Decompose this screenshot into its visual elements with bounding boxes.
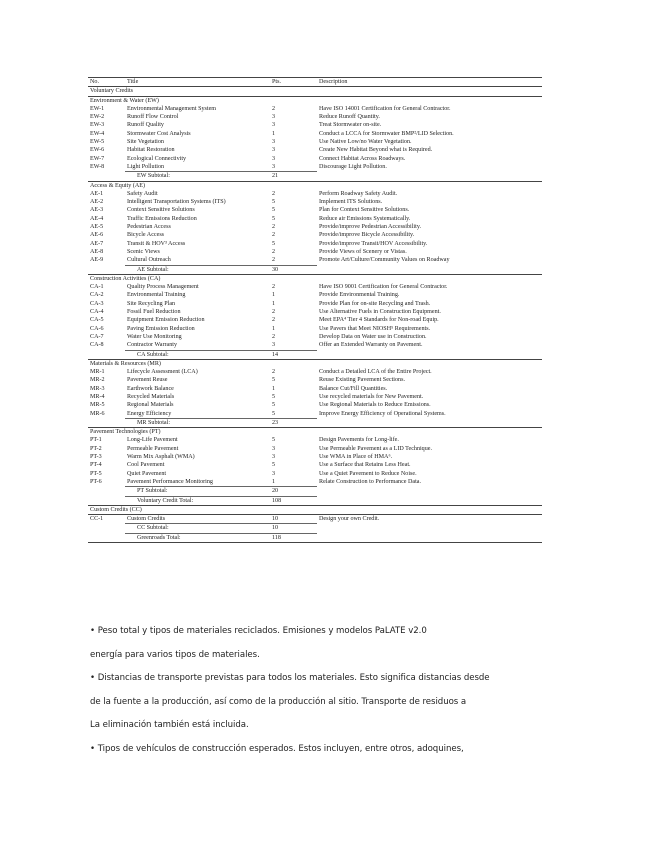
credit-points: 2 [272,224,276,231]
credit-points: 2 [272,190,276,197]
subtotal-value: 20 [270,487,317,496]
spacer [88,350,125,359]
table-row [88,240,542,248]
credit-number: CA-5 [90,317,104,324]
credit-description: Use WMA in Place of HMA⁶. [319,454,393,461]
credit-description: Meet EPA⁴ Tier 4 Standards for Non-road Equip. [319,317,439,324]
table-row [88,385,542,393]
voluntary-total-label: Voluntary Credit Total: [125,496,270,505]
credit-points: 1 [272,385,276,392]
credit-description: Use a Surface that Retains Less Heat. [319,462,411,469]
credit-number: PT-2 [90,445,102,452]
credit-points: 2 [272,317,276,324]
credit-title: Light Pollution [127,163,165,170]
table-row [88,368,542,376]
credit-number: CA-8 [90,342,104,349]
credit-points: 3 [272,342,276,349]
credit-description: Design your own Credit. [317,515,542,524]
credit-description: Provide Plan for on-site Recycling and Trash. [319,300,431,307]
credit-number: CA-7 [90,333,104,340]
subtotal-label: MR Subtotal: [125,418,270,427]
voluntary-total-value: 108 [270,496,317,505]
section-header-row [88,274,542,283]
credit-title: Equipment Emission Reduction [127,317,205,324]
subtotal-value: 10 [270,524,317,533]
credit-title: Context Sensitive Solutions [127,207,195,214]
table-row [88,146,542,154]
spacer [317,533,542,542]
credit-points: 1 [272,292,276,299]
spacer [88,418,125,427]
credit-number: MR-6 [90,410,105,417]
credit-number: MR-1 [90,369,105,376]
credit-title: Pavement Performance Monitoring [127,478,213,485]
subtotal-row [88,524,542,533]
credit-points: 2 [272,257,276,264]
credit-description: Have ISO 9001 Certification for General Contractor. [319,284,448,291]
credit-points: 3 [272,445,276,452]
spacer [317,172,542,181]
credit-points: 5 [272,462,276,469]
credit-description: Balance Cut/Fill Quantities. [319,385,388,392]
credit-number: AE-6 [90,232,104,239]
credit-number: AE-1 [90,190,104,197]
credit-description: Use Native Low/no Water Vegetation. [319,139,412,146]
credit-title: Runoff Flow Control [127,114,179,121]
credit-description: Relate Construction to Performance Data. [319,478,422,485]
credit-title: Pavement Reuse [127,377,168,384]
credit-number: EW-8 [90,163,105,170]
credit-description: Provide Environmental Training. [319,292,400,299]
credit-title: Paving Emission Reduction [127,325,195,332]
table-row [88,316,542,324]
section-title: Custom Credits (CC) [88,505,542,514]
credit-description: Plan for Context Sensitive Solutions. [319,207,410,214]
spacer [88,172,125,181]
credit-points: 2 [272,105,276,112]
credit-number: MR-5 [90,402,105,409]
credit-description: Create New Habitat Beyond what is Required. [319,147,433,154]
credit-description: Discourage Light Pollution. [319,163,387,170]
spacer [88,533,125,542]
credit-number: AE-4 [90,215,104,222]
credit-points: 1 [272,130,276,137]
credit-number: EW-3 [90,122,105,129]
table-row [88,325,542,333]
credit-number: EW-2 [90,114,105,121]
credit-description: Reduce air Emissions Systematically. [319,215,411,222]
credit-title: Pedestrian Access [127,224,171,231]
paragraph-line: • Peso total y tipos de materiales reciclados. Emisiones y modelos PaLATE v2.0 [90,626,427,636]
subtotal-row [88,172,542,181]
table-row [88,256,542,265]
credit-title: Safety Audit [127,190,158,197]
credit-title: Scenic Views [127,248,160,255]
credit-description: Use Regional Materials to Reduce Emissions. [319,402,431,409]
credit-points: 3 [272,470,276,477]
credit-points: 2 [272,284,276,291]
credit-points: 3 [272,163,276,170]
credit-description: Develop Data on Water use in Construction. [319,333,427,340]
credit-number: CA-6 [90,325,104,332]
credit-number: CA-2 [90,292,104,299]
credit-number: MR-2 [90,377,105,384]
credit-description: Use recycled materials for New Pavement. [319,393,424,400]
table-row [88,410,542,419]
section-title: Materials & Resources (MR) [88,359,542,368]
credit-title: Contractor Warranty [127,342,177,349]
credit-points: 10 [270,515,317,524]
credit-points: 1 [272,325,276,332]
credit-number: AE-9 [90,257,104,264]
credit-points: 2 [272,232,276,239]
paragraph-line: energía para varios tipos de materiales. [90,649,260,660]
section-header-row [88,181,542,190]
subtotal-row [88,487,542,496]
credit-title: Custom Credits [125,515,270,524]
credit-number: PT-5 [90,470,102,477]
credit-points: 1 [272,478,276,485]
credit-title: Stormwater Cost Analysis [127,130,191,137]
credit-number: EW-5 [90,139,105,146]
credit-title: Long-Life Pavement [127,437,178,444]
credit-title: Water Use Monitoring [127,333,182,340]
credit-number: PT-4 [90,462,102,469]
spacer [88,496,125,505]
header-no: No. [88,78,125,87]
table-row [88,215,542,223]
table-row [88,453,542,461]
subtotal-label: EW Subtotal: [125,172,270,181]
credit-number: AE-8 [90,248,104,255]
paragraph-line: La eliminación también está incluida. [90,720,249,730]
table-row [88,308,542,316]
table-row [88,248,542,256]
credit-points: 3 [272,114,276,121]
credit-title: Cool Pavement [127,462,165,469]
credit-points: 2 [272,248,276,255]
section-title: Environment & Water (EW) [88,96,542,105]
credit-description: Reduce Runoff Quantity. [319,114,380,121]
table-row [88,376,542,384]
spacer [317,487,542,496]
credit-title: Recycled Materials [127,393,175,400]
subtotal-row [88,418,542,427]
table-row [88,333,542,341]
credit-title: Environmental Management System [127,105,217,112]
table-row [88,113,542,121]
credit-description: Implement ITS Solutions. [319,199,383,206]
credit-description: Improve Energy Efficiency of Operational Systems. [319,410,446,417]
credit-points: 5 [272,437,276,444]
table-row [88,138,542,146]
greenroads-credits-table [88,77,542,543]
credit-title: Earthwork Balance [127,385,174,392]
credit-description: Offer an Extended Warranty on Pavement. [319,342,423,349]
credit-number: PT-3 [90,454,102,461]
credit-number: MR-3 [90,385,105,392]
credit-points: 5 [272,240,276,247]
credit-title: Runoff Quality [127,122,164,129]
credit-description: Provide/improve Bicycle Accessibility. [319,232,415,239]
header-description: Description [317,78,542,87]
credit-title: Cultural Outreach [127,257,171,264]
credit-title: Ecological Connectivity [127,155,187,162]
table-row [88,341,542,350]
table-row [88,163,542,172]
credit-points: 2 [272,369,276,376]
credit-points: 5 [272,402,276,409]
spacer [88,524,125,533]
credit-description: Have ISO 14001 Certification for General Contractor. [319,105,451,112]
credit-description: Perform Roadway Safety Audit. [319,190,398,197]
subtotal-value: 21 [270,172,317,181]
credit-title: Warm Mix Asphalt (WMA) [127,454,195,461]
subtotal-label: PT Subtotal: [125,487,270,496]
credit-description: Conduct a LCCA for Stormwater BMP²/LID Selection. [319,130,454,137]
credit-points: 1 [272,300,276,307]
table-body [88,87,542,543]
spacer [88,487,125,496]
table-row [88,206,542,214]
table-row [88,190,542,198]
credit-title: Permeable Pavement [127,445,179,452]
credit-description: Reuse Existing Pavement Sections. [319,377,405,384]
table-row [88,198,542,206]
table-row [88,283,542,291]
credit-title: Environmental Training [127,292,186,299]
credit-number: CA-4 [90,309,104,316]
subtotal-value: 30 [270,265,317,274]
credit-points: 2 [272,333,276,340]
credit-number: CA-3 [90,300,104,307]
subtotal-value: 14 [270,350,317,359]
subtotal-label: CA Subtotal: [125,350,270,359]
credit-number: AE-2 [90,199,104,206]
spacer [317,350,542,359]
credit-description: Promote Art/Culture/Community Values on Roadway [319,257,450,264]
credit-title: Energy Efficiency [127,410,172,417]
section-title: Pavement Technologies (PT) [88,428,542,437]
credit-title: Transit & HOV³ Access [127,240,186,247]
spacer [317,496,542,505]
greenroads-total-row [88,533,542,542]
header-title: Title [125,78,270,87]
spacer [88,265,125,274]
credit-number: EW-6 [90,147,105,154]
subtotal-label: AE Subtotal: [125,265,270,274]
credit-points: 5 [272,377,276,384]
table-row [88,436,542,444]
credit-points: 3 [272,147,276,154]
credit-description: Connect Habitat Across Roadways. [319,155,406,162]
credit-number: CA-1 [90,284,104,291]
credit-number: EW-1 [90,105,105,112]
credit-number: AE-3 [90,207,104,214]
voluntary-credits-label: Voluntary Credits [90,88,134,95]
credit-title: Traffic Emissions Reduction [127,215,197,222]
spacer [317,265,542,274]
credit-number: EW-4 [90,130,105,137]
greenroads-total-label: Greenroads Total: [125,533,270,542]
table-row [88,130,542,138]
credit-points: 5 [272,410,276,417]
table-row [88,470,542,478]
table-row [88,231,542,239]
credit-number: PT-6 [90,478,102,485]
table-row [88,478,542,487]
credit-title: Quality Process Management [127,284,199,291]
table-row [88,121,542,129]
credit-description: Provide Views of Scenery or Vistas. [319,248,407,255]
credit-description: Conduct a Detailed LCA of the Entire Project. [319,369,432,376]
body-text [90,620,550,761]
credit-points: 3 [272,122,276,129]
credit-description: Use Permeable Pavement as a LID Technique. [319,445,433,452]
section-header-row [88,359,542,368]
credit-number: MR-4 [90,393,105,400]
credit-title: Bicycle Access [127,232,165,239]
credit-points: 3 [272,155,276,162]
credit-number: AE-7 [90,240,104,247]
credit-points: 3 [272,139,276,146]
credit-title: Quiet Pavement [127,470,167,477]
credit-title: Regional Materials [127,402,174,409]
credit-number: CC-1 [88,515,125,524]
subtotal-value: 23 [270,418,317,427]
credit-points: 5 [272,215,276,222]
greenroads-total-value: 118 [270,533,317,542]
subtotal-row [88,350,542,359]
credit-title: Lifecycle Assessment (LCA) [127,369,198,376]
table-row [88,445,542,453]
credit-title: Site Recycling Plan [127,300,176,307]
table-row [88,401,542,409]
credit-number: AE-5 [90,224,104,231]
header-pts: Pts. [270,78,317,87]
custom-section-row [88,505,542,514]
credit-description: Provide/improve Transit/HOV Accessibility. [319,240,428,247]
paragraph-line: de la fuente a la producción, así como de la producción al sitio. Transporte de residuos a [90,696,467,707]
credit-points: 2 [272,309,276,316]
section-title: Construction Activities (CA) [88,274,542,283]
credit-description: Use Alternative Fuels in Construction Equipment. [319,309,441,316]
table-row [88,223,542,231]
subtotal-row [88,265,542,274]
credit-points: 3 [272,454,276,461]
credit-title: Habitat Restoration [127,147,175,154]
table-row [88,461,542,469]
credit-title: Site Vegetation [127,139,164,146]
table-row [88,300,542,308]
credit-points: 5 [272,199,276,206]
table-row [88,291,542,299]
credit-points: 5 [272,207,276,214]
credit-description: Provide/improve Pedestrian Accessibility. [319,224,421,231]
subtotal-label: CC Subtotal: [125,524,270,533]
credit-description: Treat Stormwater on-site. [319,122,382,129]
section-title: Access & Equity (AE) [88,181,542,190]
credit-number: EW-7 [90,155,105,162]
credit-points: 5 [272,393,276,400]
table-row [88,105,542,113]
credit-title: Intelligent Transportation Systems (ITS) [127,199,226,206]
credit-description: Use Pavers that Meet NIOSH⁵ Requirements. [319,325,431,332]
section-header-row [88,96,542,105]
voluntary-total-row [88,496,542,505]
table-row [88,155,542,163]
credit-title: Fossil Fuel Reduction [127,309,181,316]
credit-description: Use a Quiet Pavement to Reduce Noise. [319,470,417,477]
paragraph-line: • Tipos de vehículos de construcción esperados. Estos incluyen, entre otros, adoquines, [90,743,464,754]
table-row [88,515,542,524]
spacer [317,524,542,533]
section-header-row [88,428,542,437]
credit-description: Design Pavements for Long-life. [319,437,399,444]
voluntary-label-row [88,87,542,96]
spacer [317,418,542,427]
table-row [88,393,542,401]
table-header-row [88,78,542,87]
paragraph-line: • Distancias de transporte previstas para todos los materiales. Esto significa distancias desde [90,673,490,683]
credit-number: PT-1 [90,437,102,444]
